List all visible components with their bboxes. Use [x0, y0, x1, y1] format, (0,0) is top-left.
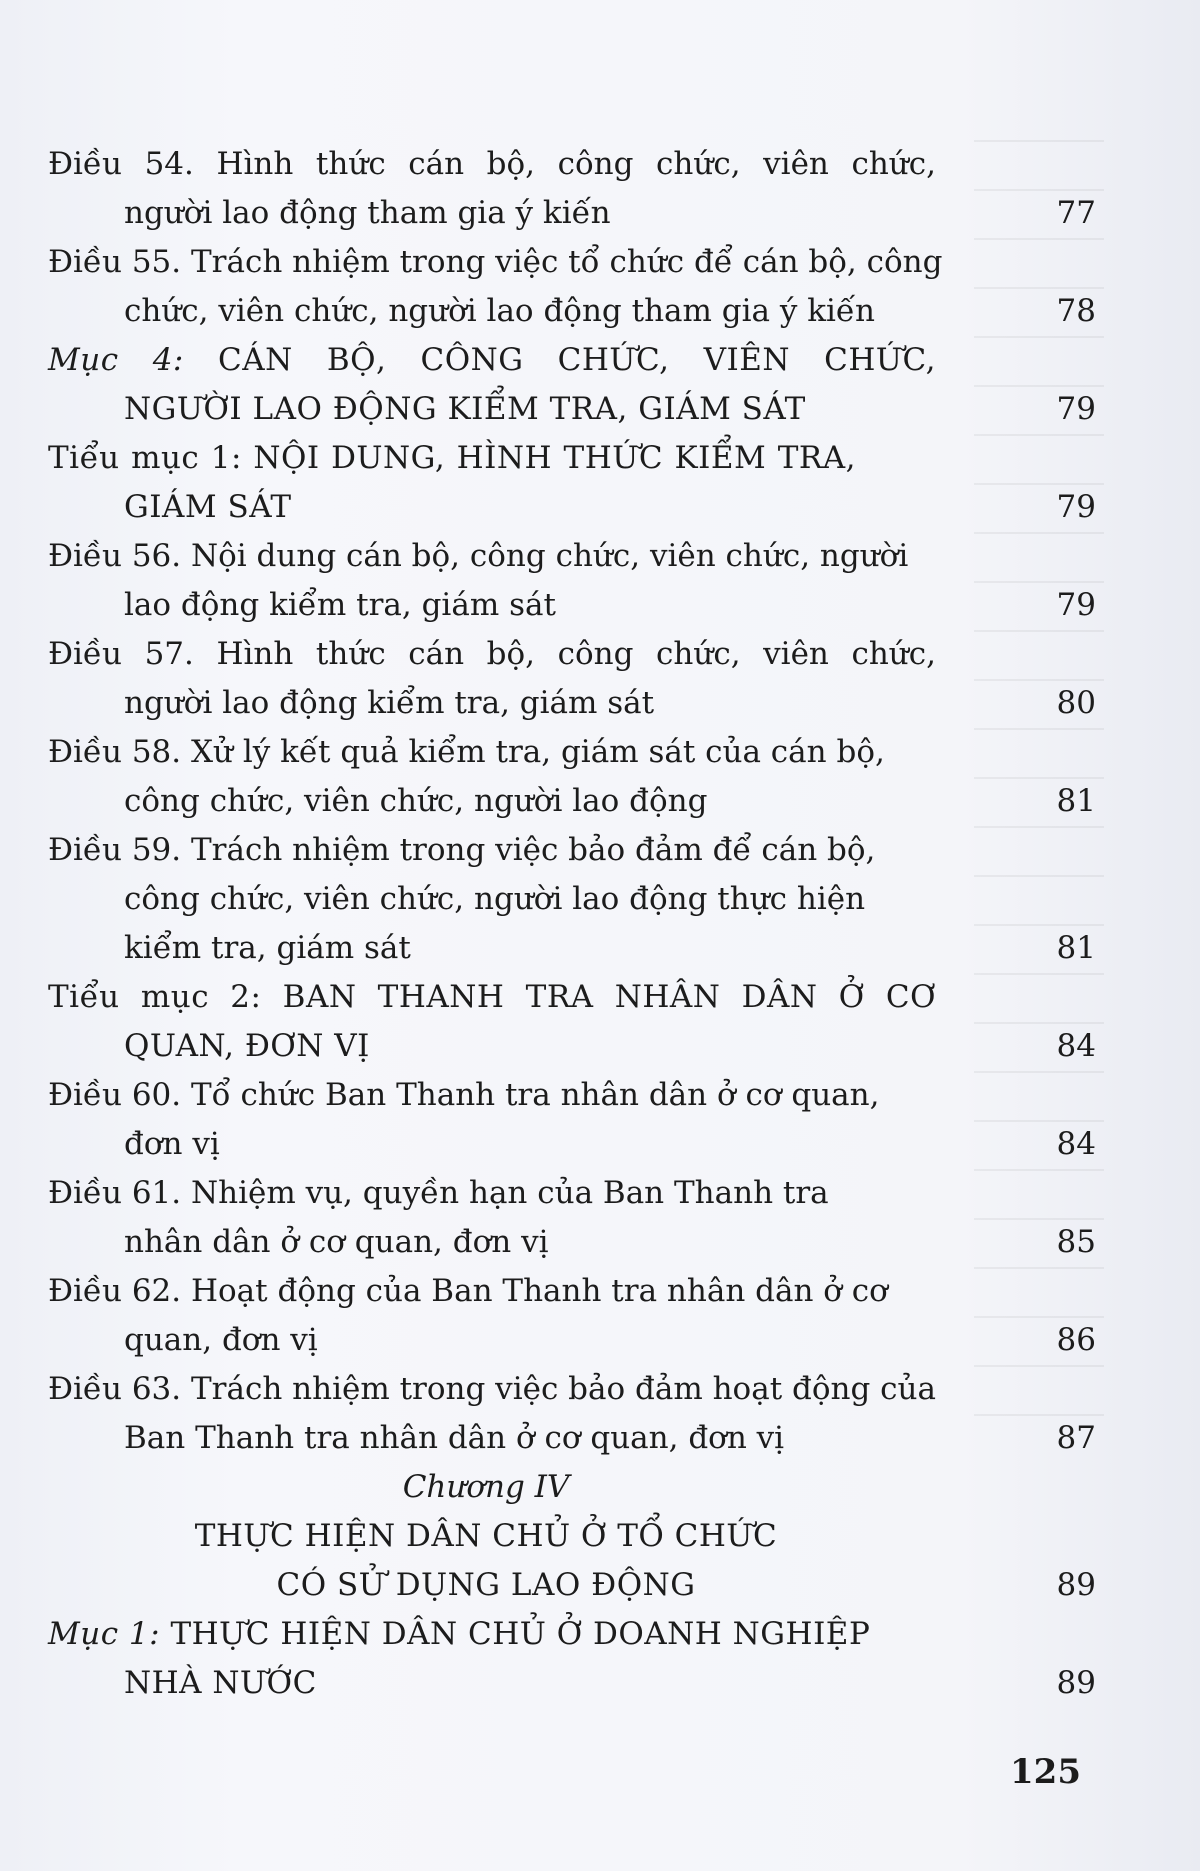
toc-entry — [36, 532, 1096, 630]
toc-entry-line: Điều 63. Trách nhiệm trong việc bảo đảm hoạt động của — [48, 1371, 936, 1407]
toc-entry — [36, 1071, 1096, 1169]
page-number: 89 — [1056, 1665, 1096, 1701]
toc-entry — [36, 826, 1096, 973]
toc-entry-line: kiểm tra, giám sát — [124, 930, 411, 966]
section-title: CÁN BỘ, CÔNG CHỨC, VIÊN CHỨC, — [218, 342, 937, 378]
table-of-contents — [36, 140, 1096, 1708]
page-number: 79 — [1056, 587, 1096, 623]
toc-entry-line: Điều 57. Hình thức cán bộ, công chức, viên chức, — [48, 636, 936, 672]
page-number: 79 — [1056, 391, 1096, 427]
toc-entry-line: Điều 56. Nội dung cán bộ, công chức, viên chức, người — [48, 538, 909, 574]
page-number: 79 — [1056, 489, 1096, 525]
toc-entry-line: Điều 54. Hình thức cán bộ, công chức, viên chức, — [48, 146, 936, 182]
toc-entry-line: công chức, viên chức, người lao động — [124, 783, 708, 819]
page-number: 80 — [1056, 685, 1096, 721]
page-number: 85 — [1056, 1224, 1096, 1260]
toc-entry-line: nhân dân ở cơ quan, đơn vị — [124, 1224, 549, 1260]
chapter-label: Chương IV — [402, 1469, 570, 1505]
toc-entry — [36, 238, 1096, 336]
page-number: 84 — [1056, 1028, 1096, 1064]
toc-entry-line: Điều 62. Hoạt động của Ban Thanh tra nhân dân ở cơ — [48, 1273, 888, 1309]
toc-entry-line: quan, đơn vị — [124, 1322, 318, 1358]
chapter-heading — [36, 1463, 1096, 1610]
toc-entry-line: NHÀ NƯỚC — [124, 1665, 317, 1701]
toc-entry — [36, 728, 1096, 826]
folio-page-number: 125 — [1010, 1752, 1081, 1792]
toc-entry-line: Điều 59. Trách nhiệm trong việc bảo đảm để cán bộ, — [48, 832, 876, 868]
page-number: 81 — [1056, 930, 1096, 966]
toc-entry-line: NGƯỜI LAO ĐỘNG KIỂM TRA, GIÁM SÁT — [124, 391, 806, 427]
page-number: 89 — [1056, 1567, 1096, 1603]
page-number: 86 — [1056, 1322, 1096, 1358]
toc-entry-line — [36, 1610, 1096, 1659]
toc-entry-line: đơn vị — [124, 1126, 220, 1162]
chapter-title-line: THỰC HIỆN DÂN CHỦ Ở TỔ CHỨC — [194, 1518, 778, 1554]
toc-entry-line: Tiểu mục 1: NỘI DUNG, HÌNH THỨC KIỂM TRA, — [48, 440, 856, 476]
toc-entry — [36, 336, 1096, 434]
toc-entry-line: Điều 61. Nhiệm vụ, quyền hạn của Ban Thanh tra — [48, 1175, 829, 1211]
toc-entry-line: lao động kiểm tra, giám sát — [124, 587, 556, 623]
toc-entry — [36, 1610, 1096, 1708]
toc-entry-line: người lao động kiểm tra, giám sát — [124, 685, 655, 721]
page-number: 84 — [1056, 1126, 1096, 1162]
toc-entry-line: công chức, viên chức, người lao động thực hiện — [124, 881, 866, 917]
toc-entry-line: Điều 60. Tổ chức Ban Thanh tra nhân dân ở cơ quan, — [48, 1077, 880, 1113]
toc-entry-line: Điều 55. Trách nhiệm trong việc tổ chức để cán bộ, công — [48, 244, 943, 280]
toc-entry — [36, 630, 1096, 728]
toc-entry-line: người lao động tham gia ý kiến — [124, 195, 611, 231]
toc-entry — [36, 1169, 1096, 1267]
section-title: THỰC HIỆN DÂN CHỦ Ở DOANH NGHIỆP — [170, 1616, 871, 1652]
section-label: Mục 1: — [48, 1616, 161, 1652]
toc-entry — [36, 434, 1096, 532]
toc-entry — [36, 1267, 1096, 1365]
section-label: Mục 4: — [48, 342, 184, 378]
toc-entry-line: GIÁM SÁT — [124, 489, 292, 525]
toc-entry — [36, 140, 1096, 238]
toc-entry-line: Ban Thanh tra nhân dân ở cơ quan, đơn vị — [124, 1420, 785, 1456]
page-number: 77 — [1056, 195, 1096, 231]
toc-entry — [36, 973, 1096, 1071]
page-number: 87 — [1056, 1420, 1096, 1456]
chapter-title-line: CÓ SỬ DỤNG LAO ĐỘNG — [276, 1567, 696, 1603]
toc-entry-line: Tiểu mục 2: BAN THANH TRA NHÂN DÂN Ở CƠ — [48, 979, 936, 1015]
toc-entry-line: QUAN, ĐƠN VỊ — [124, 1028, 370, 1064]
toc-entry-line — [36, 336, 936, 385]
toc-entry — [36, 1365, 1096, 1463]
page-number: 81 — [1056, 783, 1096, 819]
toc-entry-line: chức, viên chức, người lao động tham gia ý kiến — [124, 293, 875, 329]
page-number: 78 — [1056, 293, 1096, 329]
toc-entry-line: Điều 58. Xử lý kết quả kiểm tra, giám sát của cán bộ, — [48, 734, 885, 770]
